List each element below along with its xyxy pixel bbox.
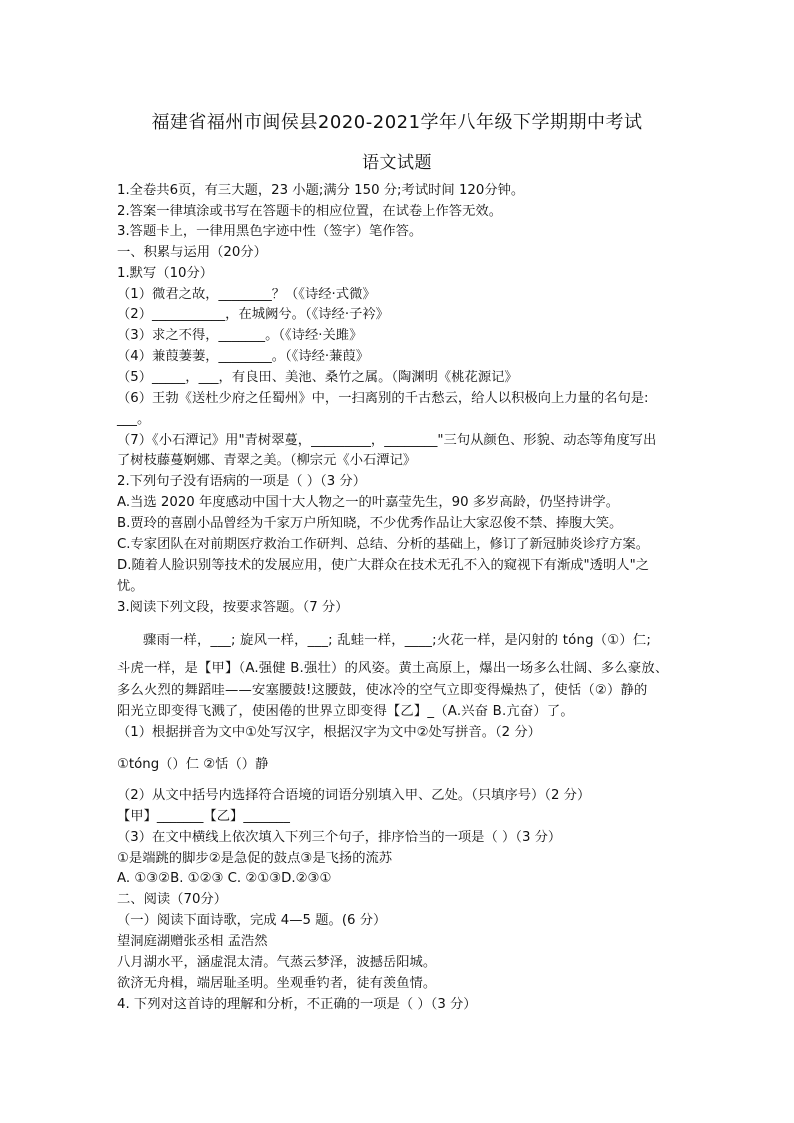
- q1-item: （4）兼葭萋萋，________。（《诗经·蒹葭》: [117, 349, 370, 364]
- poem-line: 欲济无舟楫，端居耻圣明。坐观垂钓者，徒有羡鱼情。: [117, 976, 437, 991]
- q3-sub2-answer: 【甲】_______【乙】_______: [117, 809, 290, 824]
- q1-item: （2）___________，在城阙兮。（《诗经·子衿》: [117, 307, 389, 322]
- q2-option: D.随着人脸识别等技术的发展应用，使广大群众在技术无孔不入的窥视下有渐成"透明人"之: [117, 558, 649, 573]
- q3-sub1: （1）根据拼音为文中①处写汉字，根据汉字为文中②处写拼音。（2 分）: [117, 725, 541, 740]
- q1-item: （6）王勃《送杜少府之任蜀州》中，一扫离别的千古愁云，给人以积极向上力量的名句是:: [117, 391, 649, 406]
- q3-sub1-answer: ①tóng（）仁 ②恬（）静: [117, 757, 269, 772]
- section1-heading: 一、积累与运用（20分）: [117, 245, 267, 260]
- q2-heading: 2.下列句子没有语病的一项是（ ）（3 分）: [117, 474, 366, 489]
- q3-sub3-stem: ①是端跳的脚步②是急促的鼓点③是飞扬的流苏: [117, 851, 393, 866]
- q1-heading: 1.默写（10分）: [117, 266, 214, 281]
- q1-item: ___。: [117, 412, 151, 427]
- q1-item: 了树枝藤蔓婀娜、青翠之美。（柳宗元《小石潭记》: [117, 453, 417, 468]
- instruction-1: 1.全卷共6页，有三大题，23 小题;满分 150 分;考试时间 120分钟。: [117, 183, 525, 198]
- poem-title: 望洞庭湖赠张丞相 孟浩然: [117, 934, 268, 949]
- q1-item: （3）求之不得，_______。（《诗经·关雎》: [117, 328, 363, 343]
- section2-heading: 二、阅读（70分）: [117, 892, 227, 907]
- exam-subtitle: 语文试题: [362, 153, 432, 173]
- q4-heading: 4. 下列对这首诗的理解和分析，不正确的一项是（ ）（3 分）: [117, 997, 477, 1012]
- q1-item: （7）《小石潭记》用"青树翠蔓，_________，________"三句从颜色、形貌、动态等角度写出: [117, 433, 657, 448]
- q3-passage-line: 骤雨一样，___; 旋风一样，___; 乱蛙一样，____;火花一样，是闪射的 tóng（①）仁;: [143, 633, 652, 648]
- q2-option: 忧。: [117, 579, 144, 594]
- q3-sub3: （3）在文中横线上依次填入下列三个句子，排序恰当的一项是（ ）（3 分）: [117, 830, 562, 845]
- q1-item: （5）_____，___，有良田、美池、桑竹之属。（陶渊明《桃花源记》: [117, 370, 518, 385]
- q2-option: C.专家团队在对前期医疗救治工作研判、总结、分析的基础上，修订了新冠肺炎诊疗方案。: [117, 537, 650, 552]
- q3-sub3-options: A. ①③②B. ①②③ C. ②①③D.②③①: [117, 871, 332, 886]
- q3-passage-line: 斗虎一样，是【甲】（A.强健 B.强壮）的风姿。黄土高原上，爆出一场多么壮阔、多么豪放、: [117, 661, 669, 676]
- q3-passage-line: 多么火烈的舞蹈哇——安塞腰鼓!这腰鼓，使冰冷的空气立即变得燥热了，使恬（②）静的: [117, 683, 648, 698]
- exam-title: 福建省福州市闽侯县2020-2021学年八年级下学期期中考试: [151, 112, 643, 133]
- instruction-3: 3.答题卡上，一律用黑色字迹中性（签字）笔作答。: [117, 224, 423, 239]
- q3-heading: 3.阅读下列文段，按要求答题。（7 分）: [117, 600, 349, 615]
- q2-option: B.贾玲的喜剧小品曾经为千家万户所知晓，不少优秀作品让大家忍俊不禁、捧腹大笑。: [117, 516, 623, 531]
- q2-option: A.当选 2020 年度感动中国十大人物之一的叶嘉莹先生，90 多岁高龄，仍坚持讲学。: [117, 495, 620, 510]
- section2-part1: （一）阅读下面诗歌，完成 4—5 题。(6 分）: [117, 913, 387, 928]
- q1-item: （1）微君之故，________？（《诗经·式微》: [117, 287, 376, 302]
- instruction-2: 2.答案一律填涂或书写在答题卡的相应位置，在试卷上作答无效。: [117, 204, 502, 219]
- q3-sub2: （2）从文中括号内选择符合语境的词语分别填入甲、乙处。（只填序号）（2 分）: [117, 788, 591, 803]
- poem-line: 八月湖水平，涵虚混太清。气蒸云梦泽，波撼岳阳城。: [117, 955, 437, 970]
- q3-passage-line: 阳光立即变得飞溅了，使困倦的世界立即变得【乙】_（A.兴奋 B.亢奋）了。: [117, 704, 574, 719]
